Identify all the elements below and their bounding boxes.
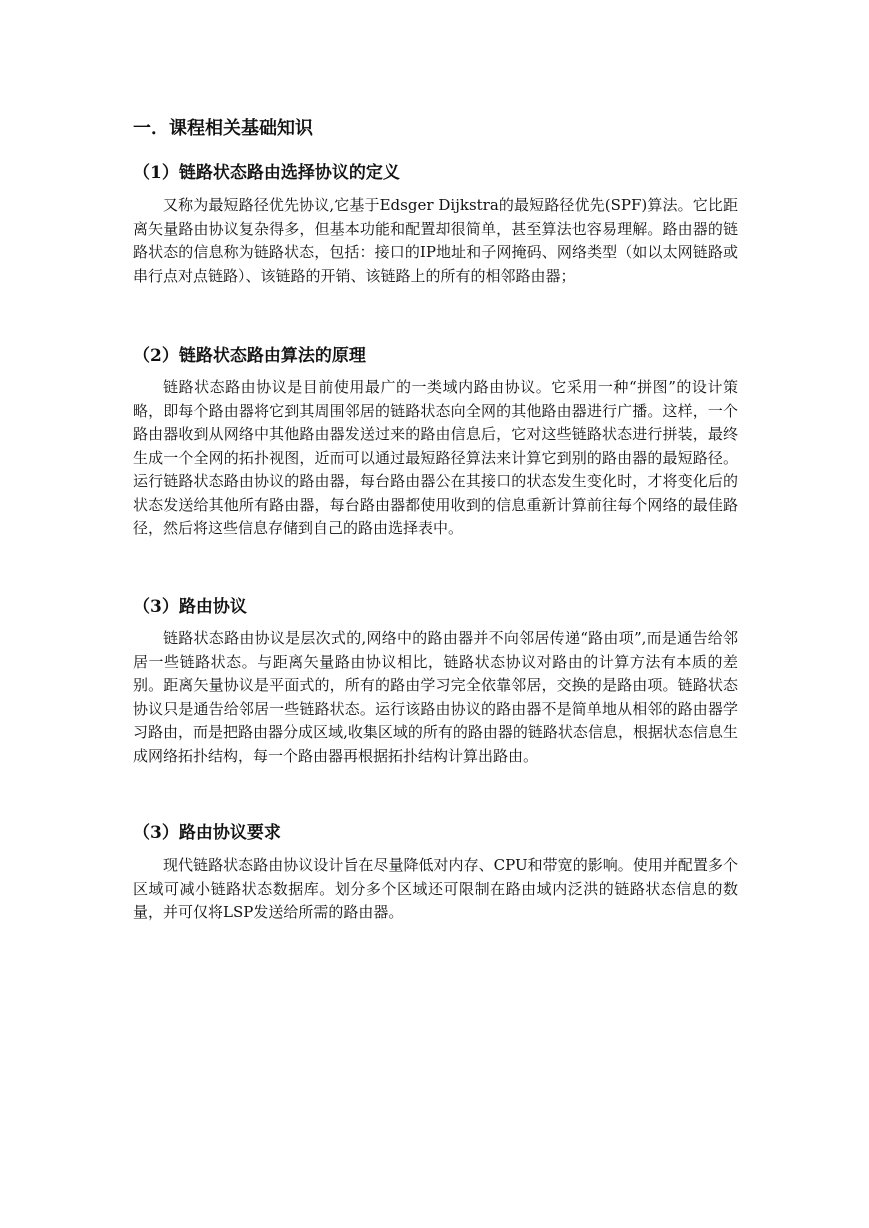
section-paragraph-protocol-requirements: 现代链路状态路由协议设计旨在尽量降低对内存、CPU和带宽的影响。使用并配置多个区域可减小链路状态数据库。划分多个区域还可限制在路由域内泛洪的链路状态信息的数量，并可仅将LSP发送给所需的路由器。 [133,856,738,921]
section-heading-protocol-requirements: （3）路由协议要求 [133,823,281,843]
section-paragraph-routing-protocol: 链路状态路由协议是层次式的,网络中的路由器并不向邻居传递“路由项”,而是通告给邻居一些链路状态。与距离矢量路由协议相比，链路状态协议对路由的计算方法有本质的差别。距离矢量协议是平面式的，所有的路由学习完全依靠邻居，交换的是路由项。链路状态协议只是通告给邻居一些链路状态。运行该路由协议的路由器不是简单地从相邻的路由器学习路由，而是把路由器分成区域,收集区域的所有的路由器的链路状态信息，根据状态信息生成网络拓扑结构，每一个路由器再根据拓扑结构计算出路由。 [133,629,738,765]
section-paragraph-algorithm-principle: 链路状态路由协议是目前使用最广的一类域内路由协议。它采用一种“拼图”的设计策略，即每个路由器将它到其周围邻居的链路状态向全网的其他路由器进行广播。这样，一个路由器收到从网络中其他路由器发送过来的路由信息后，它对这些链路状态进行拼装，最终生成一个全网的拓扑视图，近而可以通过最短路径算法来计算它到别的路由器的最短路径。运行链路状态路由协议的路由器，每台路由器公在其接口的状态发生变化时，才将变化后的状态发送给其他所有路由器，每台路由器都使用收到的信息重新计算前往每个网络的最佳路径，然后将这些信息存储到自己的路由选择表中。 [133,378,738,537]
section-paragraph-definition: 又称为最短路径优先协议,它基于Edsger Dijkstra的最短路径优先(SPF)算法。它比距离矢量路由协议复杂得多，但基本功能和配置却很简单，甚至算法也容易理解。路由器的链路状态的信息称为链路状态，包括：接口的IP地址和子网掩码、网络类型（如以太网链路或串行点对点链路）、该链路的开销、该链路上的所有的相邻路由器； [133,196,738,285]
section-heading-definition: （1）链路状态路由选择协议的定义 [133,163,400,183]
section-heading-routing-protocol: （3）路由协议 [133,597,247,617]
section-heading-algorithm-principle: （2）链路状态路由算法的原理 [133,346,366,366]
chapter-title: 一．课程相关基础知识 [133,118,313,139]
